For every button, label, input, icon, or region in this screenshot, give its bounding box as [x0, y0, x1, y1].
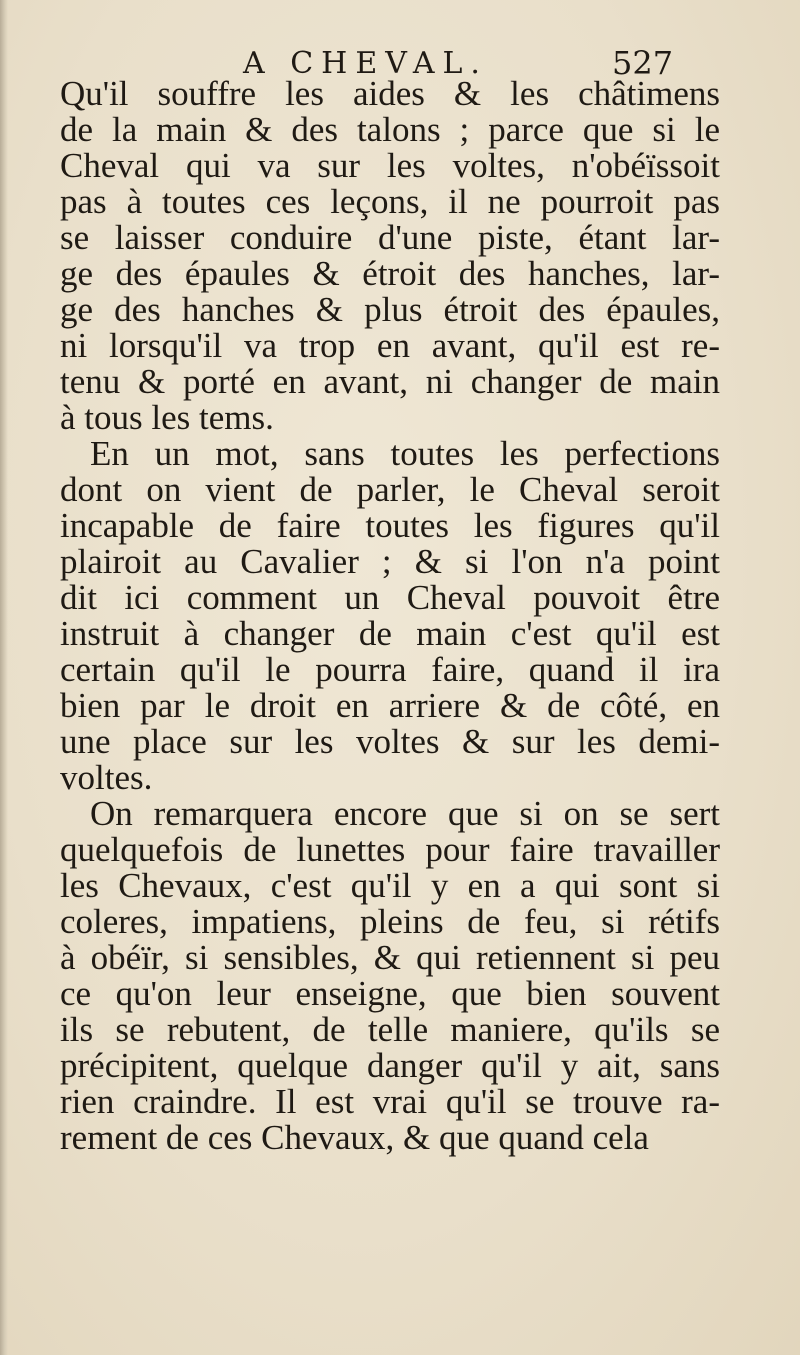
text-line: tenu & porté en avant, ni changer de main — [60, 362, 720, 401]
text-line: coleres, impatiens, pleins de feu, si rétifs — [60, 902, 720, 941]
text-line: dit ici comment un Cheval pouvoit être — [60, 578, 720, 617]
text-line: ge des hanches & plus étroit des épaules, — [60, 290, 720, 329]
text-line: Cheval qui va sur les voltes, n'obéïssoit — [60, 146, 720, 185]
text-line: plairoit au Cavalier ; & si l'on n'a point — [60, 542, 720, 581]
text-line: instruit à changer de main c'est qu'il est — [60, 614, 720, 653]
text-line: rement de ces Chevaux, & que quand cela — [60, 1118, 649, 1157]
text-line: ils se rebutent, de telle maniere, qu'ils se — [60, 1010, 720, 1049]
page-number: 527 — [612, 44, 674, 82]
text-line: se laisser conduire d'une piste, étant lar- — [60, 218, 720, 257]
text-line: ge des épaules & étroit des hanches, lar- — [60, 254, 720, 293]
paragraph-start-line: En un mot, sans toutes les perfections — [90, 434, 720, 473]
paragraph-start-line: On remarquera encore que si on se sert — [90, 794, 720, 833]
running-title: A CHEVAL. — [243, 46, 488, 81]
page-gutter-shadow — [0, 0, 8, 1355]
text-line: dont on vient de parler, le Cheval seroit — [60, 470, 720, 509]
text-line: une place sur les voltes & sur les demi- — [60, 722, 720, 761]
body-text — [60, 76, 720, 1156]
text-line: certain qu'il le pourra faire, quand il ira — [60, 650, 720, 689]
text-line: voltes. — [60, 758, 153, 797]
text-line: ni lorsqu'il va trop en avant, qu'il est re- — [60, 326, 720, 365]
text-line: précipitent, quelque danger qu'il y ait, sans — [60, 1046, 720, 1085]
text-line: les Chevaux, c'est qu'il y en a qui sont si — [60, 866, 720, 905]
text-line: rien craindre. Il est vrai qu'il se trouve ra- — [60, 1082, 720, 1121]
text-line: de la main & des talons ; parce que si le — [60, 110, 720, 149]
text-line: Qu'il souffre les aides & les châtimens — [60, 74, 720, 113]
text-line: à obéïr, si sensibles, & qui retiennent si peu — [60, 938, 720, 977]
text-line: à tous les tems. — [60, 398, 274, 437]
text-line: bien par le droit en arriere & de côté, en — [60, 686, 720, 725]
text-line: incapable de faire toutes les figures qu'il — [60, 506, 720, 545]
text-line: quelquefois de lunettes pour faire travailler — [60, 830, 720, 869]
text-line: pas à toutes ces leçons, il ne pourroit pas — [60, 182, 720, 221]
text-line: ce qu'on leur enseigne, que bien souvent — [60, 974, 720, 1013]
